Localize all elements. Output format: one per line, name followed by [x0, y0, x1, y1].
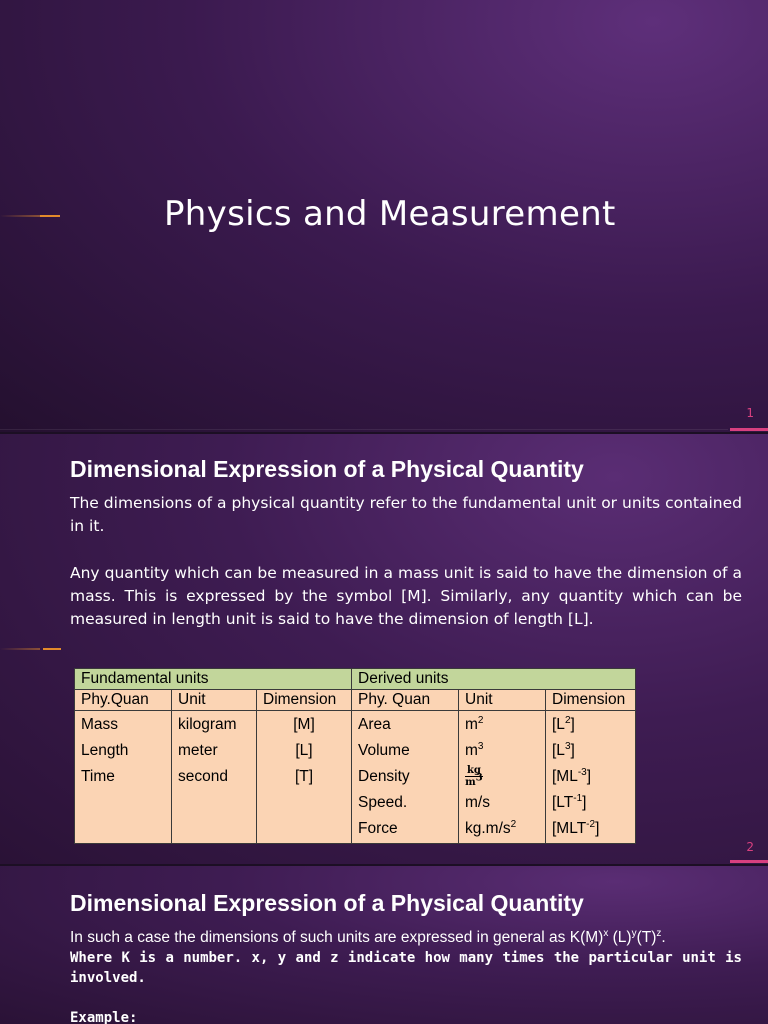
fundamental-dimension: [M]: [293, 716, 315, 733]
slide-heading: Dimensional Expression of a Physical Quantity: [70, 890, 584, 916]
col-header: Dimension: [257, 690, 352, 711]
derived-quantity: Volume: [358, 742, 410, 759]
table-cell: [352, 711, 459, 844]
slide-number: 2: [746, 840, 754, 854]
slide-number: 1: [746, 406, 754, 420]
col-header: Phy.Quan: [75, 690, 172, 711]
slide-number-bar: [730, 428, 768, 431]
fundamental-dimension: [T]: [294, 768, 314, 785]
paragraph-intro: The dimensions of a physical quantity refer to the fundamental unit or units contained in it.: [70, 494, 742, 535]
col-header: Dimension: [546, 690, 636, 711]
table-cell: [257, 711, 352, 844]
fraction: $\frac{kg}{m^3}$: [465, 765, 483, 789]
derived-dimension-force: $[MLT^{-2}]$: [552, 818, 600, 837]
table-cell: [75, 711, 172, 844]
slide-separator: [0, 429, 728, 430]
derived-unit-volume: $m^3$: [465, 740, 484, 759]
paragraph-general-form: In such a case the dimensions of such units are expressed in general as $K(M)^x$ $(L)^y(T)^z$.: [70, 927, 666, 946]
derived-dimension-volume: $[L^3]$: [552, 740, 575, 759]
derived-quantity: Density: [358, 768, 410, 785]
col-header: Unit: [459, 690, 546, 711]
col-header: Phy. Quan: [352, 690, 459, 711]
content-slide-partial: [0, 866, 768, 1024]
col-header: Unit: [172, 690, 257, 711]
derived-unit-density: [465, 764, 539, 790]
content-slide: [0, 434, 768, 864]
paragraph-where-k: Where K is a number. x, y and z indicate how many times the particular unit is involved.: [70, 950, 742, 986]
slide-number-bar: [730, 860, 768, 863]
units-table: [74, 668, 636, 844]
fundamental-unit: kilogram: [178, 716, 237, 733]
group-derived: Derived units: [352, 669, 636, 690]
derived-dimension-area: $[L^2]$: [552, 714, 575, 733]
derived-dimension-density: $[ML^{-3}]$: [552, 766, 592, 785]
fundamental-unit: second: [178, 768, 228, 785]
derived-unit-force: $kg.m/s^2$: [465, 818, 517, 837]
title-slide: [0, 0, 768, 432]
derived-quantity: Area: [358, 716, 391, 733]
slide-title: Physics and Measurement: [164, 194, 616, 234]
group-fundamental: Fundamental units: [75, 669, 352, 690]
table-cell: [459, 711, 546, 844]
fundamental-unit: meter: [178, 742, 218, 759]
fundamental-quantity: Time: [81, 768, 115, 785]
fundamental-quantity: Mass: [81, 716, 119, 733]
table-cell: [546, 711, 636, 844]
derived-quantity: Force: [358, 820, 398, 837]
accent-line: [43, 648, 61, 650]
table-cell: [172, 711, 257, 844]
accent-line-faint: [0, 648, 40, 650]
fundamental-quantity: Length: [81, 742, 129, 759]
accent-line-faint: [0, 215, 40, 217]
example-label: Example:: [70, 1010, 138, 1024]
accent-line: [40, 215, 60, 217]
derived-unit-area: $m^2$: [465, 714, 484, 733]
slide-heading: Dimensional Expression of a Physical Quantity: [70, 456, 584, 482]
derived-dimension-speed: $[LT^{-1}]$: [552, 792, 587, 811]
derived-unit-speed: m/s: [465, 794, 490, 811]
paragraph-mass: Any quantity which can be measured in a mass unit is said to have the dimension of a mass. This is expressed by the symbol [M]. Similarly, any quantity which can be measured in length unit is said to have the dimension of length [L].: [70, 564, 742, 628]
fundamental-dimension: [L]: [295, 742, 313, 759]
derived-quantity: Speed.: [358, 794, 408, 811]
